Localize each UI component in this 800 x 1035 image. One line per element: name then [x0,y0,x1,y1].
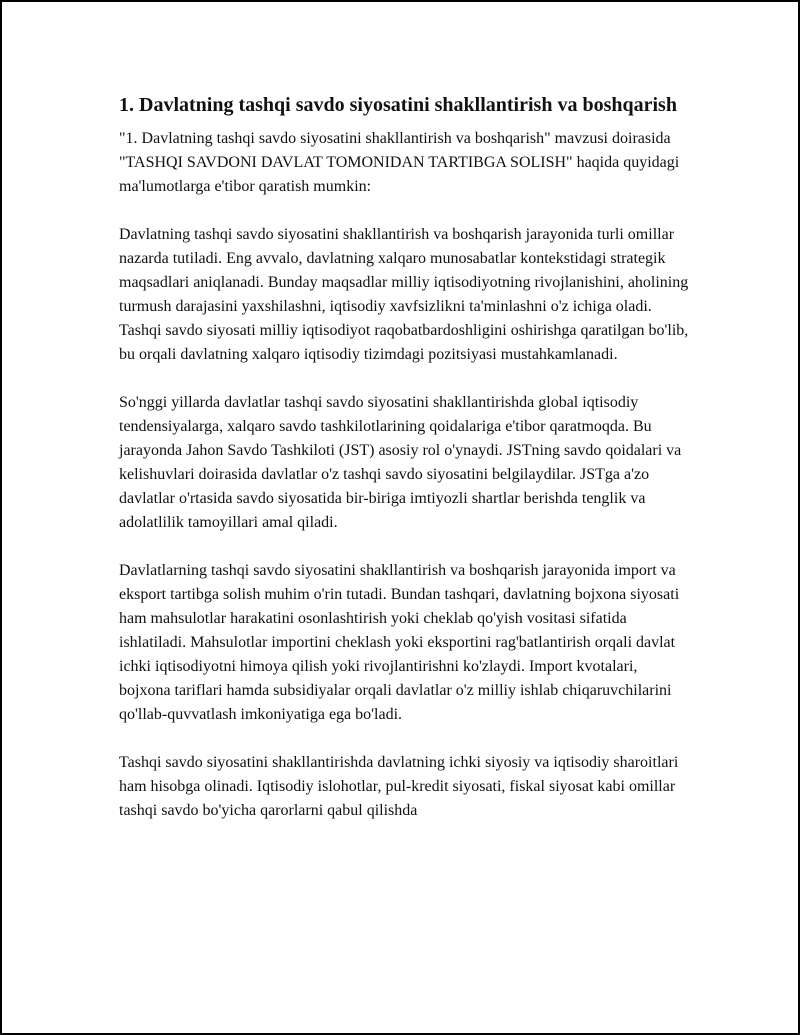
body-paragraph-3: Davlatlarning tashqi savdo siyosatini shakllantirish va boshqarish jarayonida import va eksport tartibga solish muhim o'rin tutadi. Bundan tashqari, davlatning bojxona siyosati ham mahsulotlar harakatini osonlashtirish yoki cheklab qo'yish vositasi sifatida ishlatiladi. Mahsulotlar importini cheklash yoki eksportini rag'batlantirish orqali davlat ichki iqtisodiyotni himoya qilish yoki rivojlantirishni ko'zlaydi. Import kvotalari, bojxona tariflari hamda subsidiyalar orqali davlatlar o'z milliy ishlab chiqaruvchilarini qo'llab-quvvatlash imkoniyatiga ega bo'ladi. [119,562,680,723]
section-heading: 1. Davlatning tashqi savdo siyosatini shakllantirish va boshqarish [119,94,677,116]
document-body [119,92,691,847]
body-paragraph-4: Tashqi savdo siyosatini shakllantirishda davlatning ichki siyosiy va iqtisodiy sharoitlari ham hisobga olinadi. Iqtisodiy islohotlar, pul-kredit siyosati, fiskal siyosat kabi omillar tashqi savdo bo'yicha qarorlarni qabul qilishda [119,754,679,819]
intro-paragraph: "1. Davlatning tashqi savdo siyosatini shakllantirish va boshqarish" mavzusi doirasida "TASHQI SAVDONI DAVLAT TOMONIDAN TARTIBGA SOLISH" haqida quyidagi ma'lumotlarga e'tibor qaratish mumkin: [119,130,680,195]
body-paragraph-1: Davlatning tashqi savdo siyosatini shakllantirish va boshqarish jarayonida turli omillar nazarda tutiladi. Eng avvalo, davlatning xalqaro munosabatlar kontekstidagi strategik maqsadlari aniqlanadi. Bunday maqsadlar milliy iqtisodiyotning rivojlanishini, aholining turmush darajasini yaxshilashni, iqtisodiy xavfsizlikni ta'minlashni o'z ichiga oladi. Tashqi savdo siyosati milliy iqtisodiyot raqobatbardoshligini oshirishga qaratilgan bo'lib, bu orqali davlatning xalqaro iqtisodiy tizimdagi pozitsiyasi mustahkamlanadi. [119,226,689,363]
body-paragraph-2: So'nggi yillarda davlatlar tashqi savdo siyosatini shakllantirishda global iqtisodiy tendensiyalarga, xalqaro savdo tashkilotlarining qoidalariga e'tibor qaratmoqda. Bu jarayonda Jahon Savdo Tashkiloti (JST) asosiy rol o'ynaydi. JSTning savdo qoidalari va kelishuvlari doirasida davlatlar o'z tashqi savdo siyosatini belgilaydilar. JSTga a'zo davlatlar o'rtasida savdo siyosatida bir-biriga imtiyozli shartlar berishda tenglik va adolatlilik tamoyillari amal qiladi. [119,394,682,531]
